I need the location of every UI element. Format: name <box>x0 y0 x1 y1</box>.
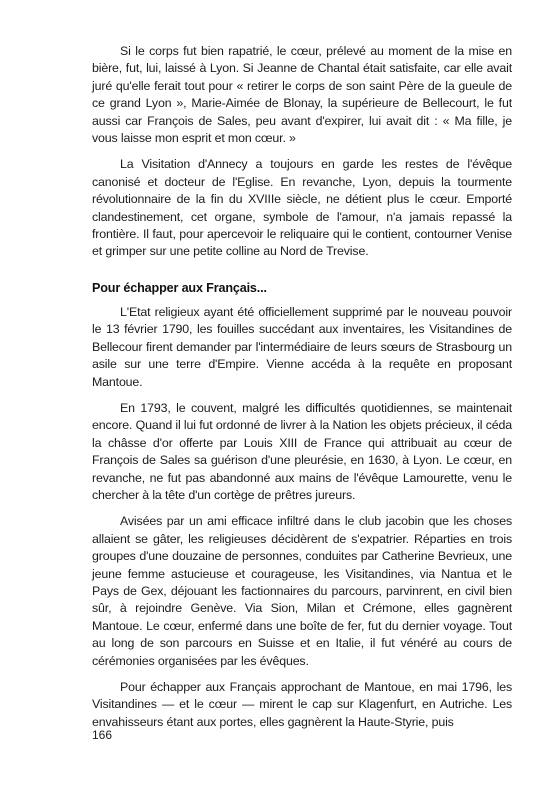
body-text <box>92 43 512 740</box>
paragraph-2: La Visitation d'Annecy a toujours en garde les restes de l'évêque canonisé et docteur de l'Eglise. En revanche, Lyon, depuis la tourmente révolutionnaire de la fin du XVIIIe siècle, ne détient plus le cœur. Emporté clandestinement, cet organe, symbole de l'amour, n'a jamais repassé la frontière. Il faut, pour apercevoir le reliquaire qui le contient, contourner Venise et grimper sur une petite colline au Nord de Trevise. <box>92 157 512 259</box>
page-number: 166 <box>92 728 113 742</box>
paragraph-6: Pour échapper aux Français approchant de Mantoue, en mai 1796, les Visitandines — et le cœur — mirent le cap sur Klagenfurt, en Autriche. Les envahisseurs étant aux portes, elles gagnèrent la Haute-Styrie, puis <box>92 680 512 729</box>
paragraph-5: Avisées par un ami efficace infiltré dans le club jacobin que les choses allaient se gâter, les religieuses décidèrent de s'expatrier. Réparties en trois groupes d'une douzaine de personnes, conduites par Catherine Bevrieux, une jeune femme astucieuse et courageuse, les Visitandines, via Nantua et le Pays de Gex, déjouant les factionnaires du parcours, parvinrent, en civil bien sûr, à rejoindre Genève. Via Sion, Milan et Crémone, elles gagnèrent Mantoue. Le cœur, enfermé dans une boîte de fer, fut du dernier voyage. Tout au long de son parcours en Suisse et en Italie, il fut vénéré au cours de cérémonies organisées par les évêques. <box>92 514 512 668</box>
paragraph-4: En 1793, le couvent, malgré les difficultés quotidiennes, se maintenait encore. Quand il lui fut ordonné de livrer à la Nation les objets précieux, il céda la châsse d'or offerte par Louis XIII de France qui attribuait au cœur de François de Sales sa guérison d'une pleurésie, en 1630, à Lyon. Le cœur, en revanche, ne fut pas abandonné aux mains de l'évêque Lamourette, venu le chercher à la tête d'un cortège de prêtres jureurs. <box>92 400 512 502</box>
paragraph-1: Si le corps fut bien rapatrié, le cœur, prélevé au moment de la mise en bière, fut, lui, laissé à Lyon. Si Jeanne de Chantal était satisfaite, car elle avait juré qu'elle ferait tout pour « retirer le corps de son saint Père de la gueule de ce grand Lyon », Marie-Aimée de Blonay, la supérieure de Bellecourt, le fut aussi car François de Sales, peu avant d'expirer, lui avait dit : « Ma fille, je vous laisse mon esprit et mon cœur. » <box>92 44 512 146</box>
section-heading: Pour échapper aux Français... <box>92 280 267 295</box>
paragraph-3: L'Etat religieux ayant été officiellement supprimé par le nouveau pouvoir le 13 février 1790, les fouilles succédant aux inventaires, les Visitandines de Bellecour firent demander par l'intermédiaire de leurs sœurs de Strasbourg un asile sur une terre d'Empire. Vienne accéda à la requête en proposant Mantoue. <box>92 304 512 389</box>
